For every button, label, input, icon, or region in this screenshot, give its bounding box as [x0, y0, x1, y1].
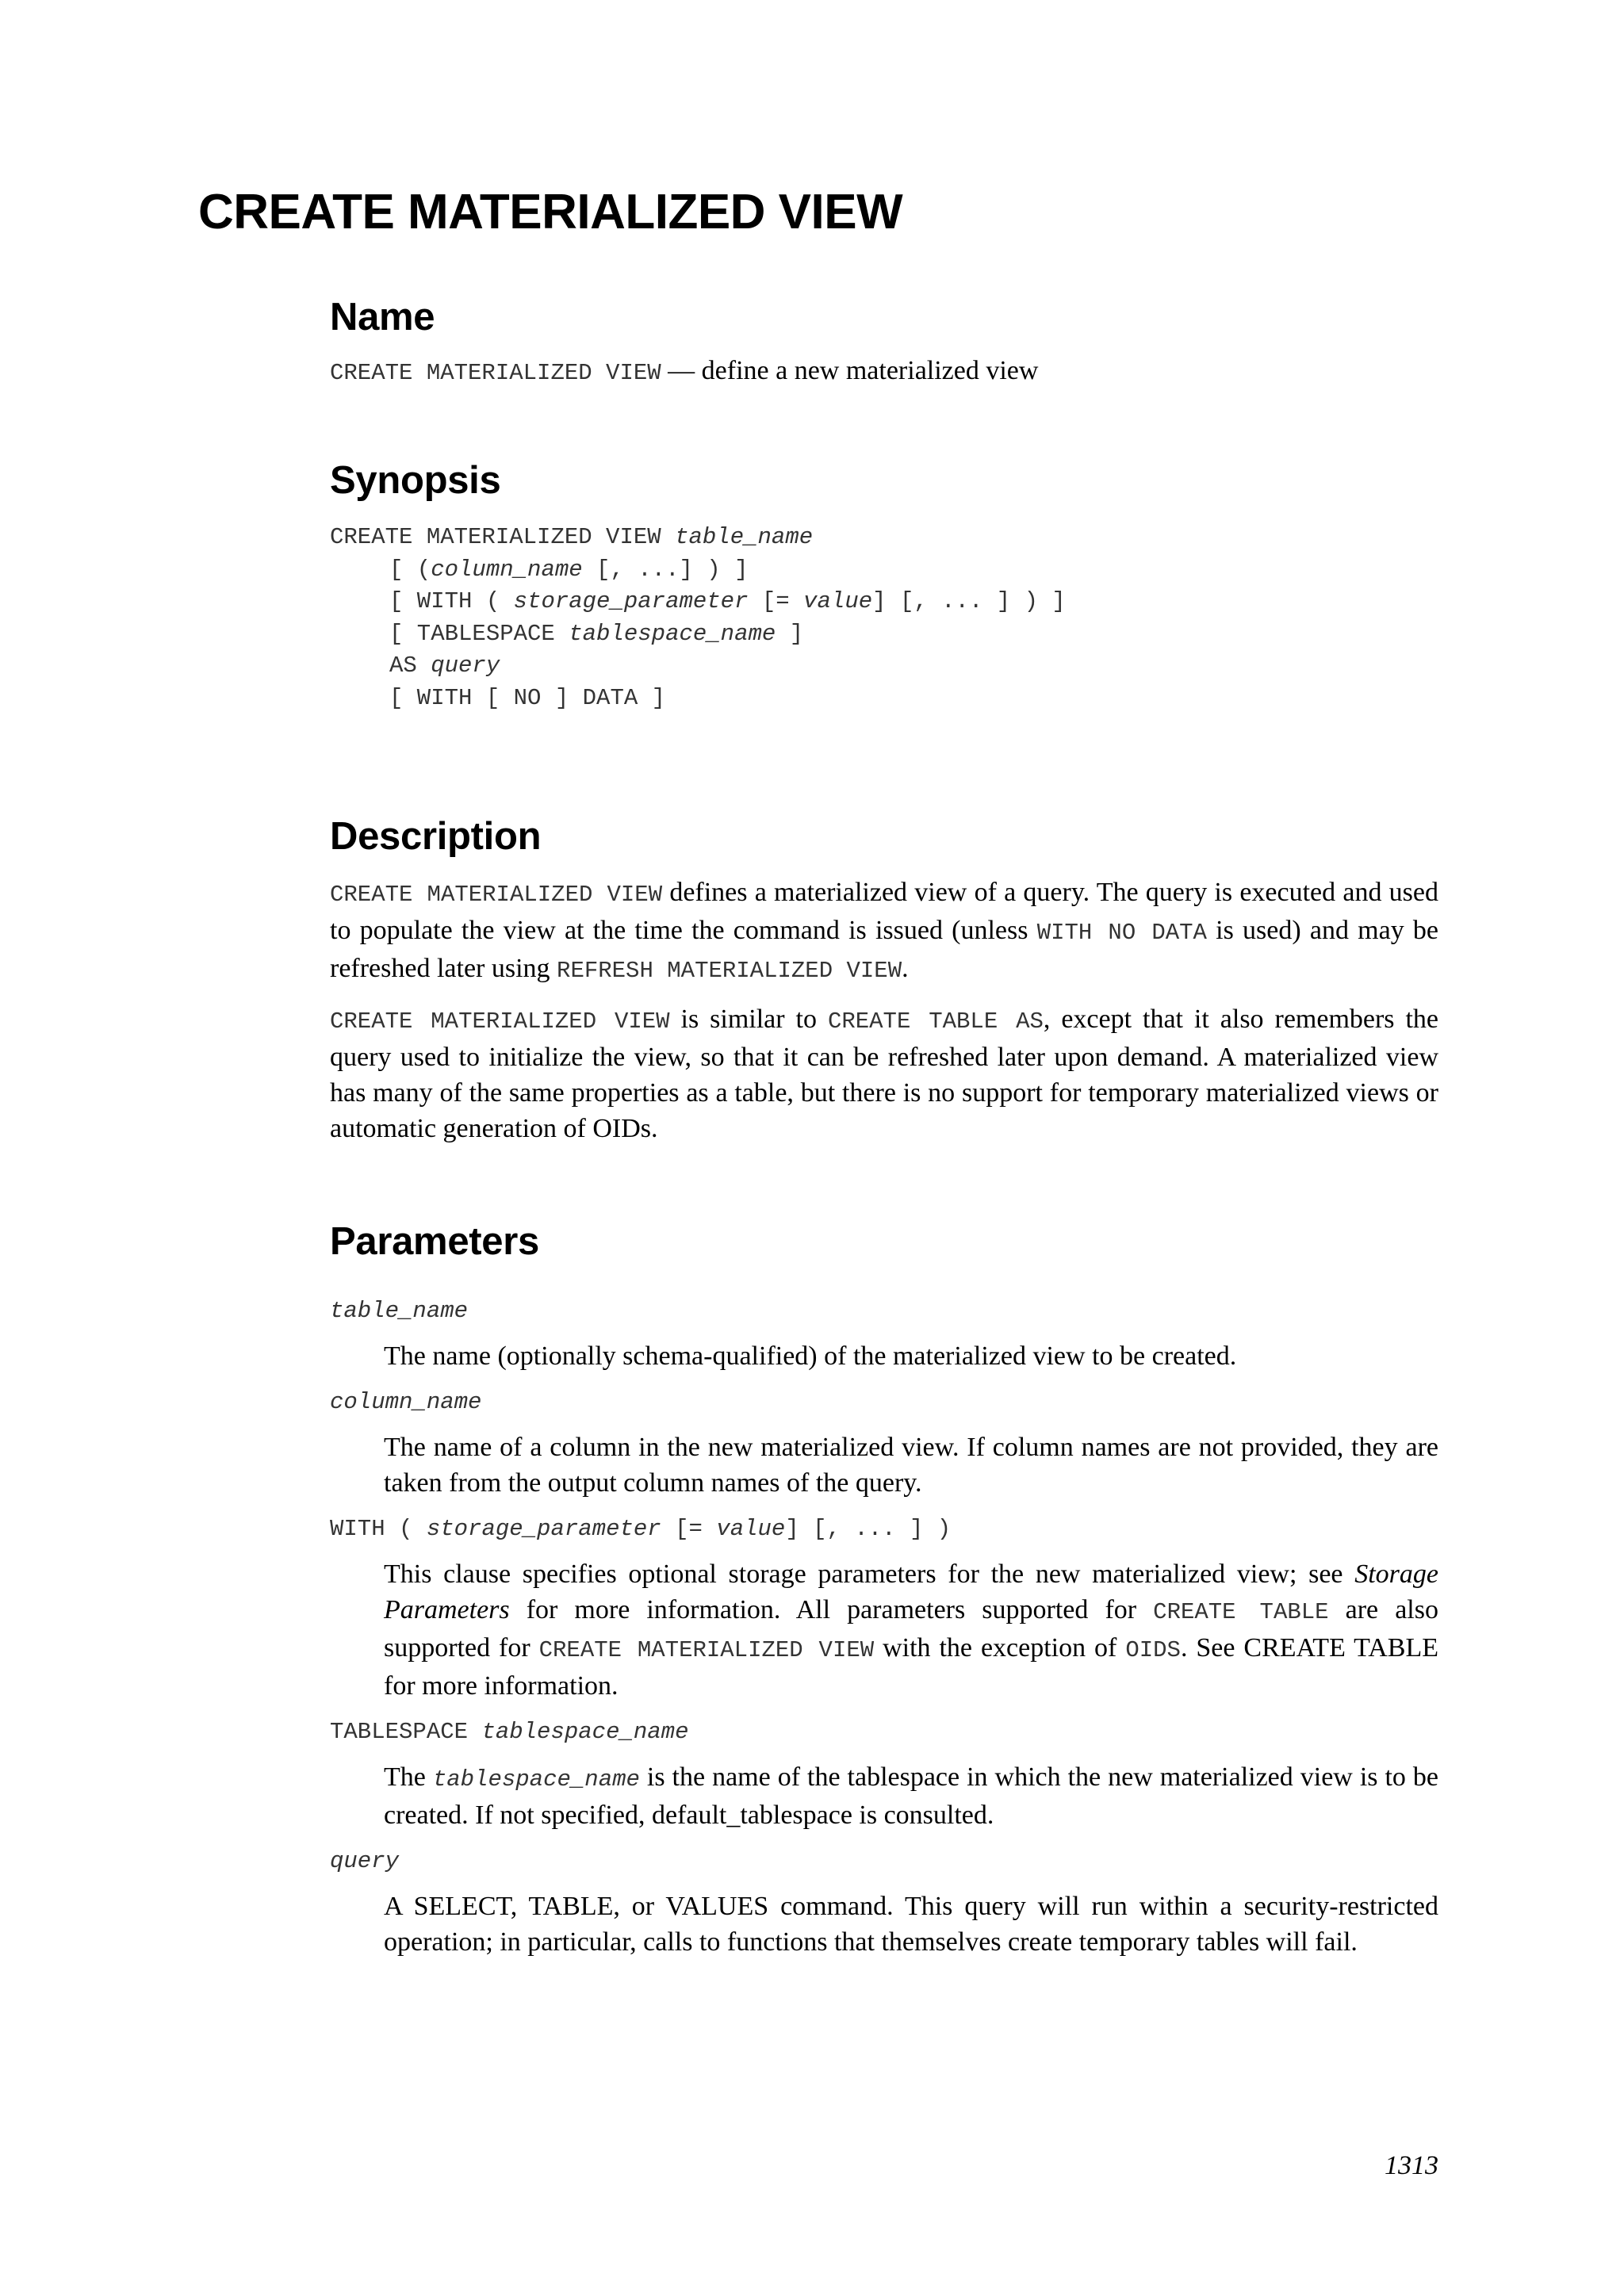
description-paragraph-2: CREATE MATERIALIZED VIEW is similar to CREATE TABLE AS, except that it also remembers the query used to initialize the view, so that it can be refreshed later upon demand. A materialized view has many of the same properties as a table, but there is no support for temporary materialized views or automatic generation of OIDs.: [330, 1004, 1439, 1143]
parameters-heading: Parameters: [330, 1220, 539, 1263]
param-term-tablespace: TABLESPACE tablespace_name: [330, 1719, 689, 1745]
param-def-with: This clause specifies optional storage parameters for the new materialized view; see Storage Parameters for more information. All parameters supported for CREATE TABLE are also supported for CREATE MATERIALIZED VIEW with the exception of OIDS. See CREATE TABLE for more information.: [384, 1559, 1438, 1701]
name-heading: Name: [330, 296, 435, 339]
synopsis-line-4: [ TABLESPACE tablespace_name ]: [389, 620, 804, 647]
synopsis-code: [330, 522, 1438, 714]
name-line: [330, 353, 1438, 391]
parameters-section: [330, 1218, 1438, 1960]
name-command: CREATE MATERIALIZED VIEW: [330, 360, 661, 386]
name-section: [330, 293, 1438, 391]
synopsis-line-2: [ (column_name [, ...] ) ]: [389, 556, 749, 583]
param-term-query: query: [330, 1848, 400, 1874]
synopsis-line-1: CREATE MATERIALIZED VIEW table_name: [330, 524, 814, 550]
synopsis-section: [330, 457, 1438, 714]
page-number: 1313: [1385, 2151, 1438, 2180]
synopsis-line-3: [ WITH ( storage_parameter [= value] [, ... ] ) ]: [389, 588, 1066, 614]
param-term-table-name: table_name: [330, 1298, 469, 1324]
page-title: CREATE MATERIALIZED VIEW: [198, 185, 903, 239]
synopsis-line-6: [ WITH [ NO ] DATA ]: [389, 684, 666, 711]
param-term-with: WITH ( storage_parameter [= value] [, ... ] ): [330, 1516, 952, 1542]
param-def-query: A SELECT, TABLE, or VALUES command. This query will run within a security-restricted operation; in particular, calls to functions that themselves create temporary tables will fail.: [384, 1892, 1438, 1957]
description-paragraph-1: CREATE MATERIALIZED VIEW defines a materialized view of a query. The query is executed and used to populate the view at the time the command is issued (unless WITH NO DATA is used) and may be refreshed later using REFRESH MATERIALIZED VIEW.: [330, 878, 1439, 984]
synopsis-line-5: AS query: [389, 652, 500, 679]
param-def-tablespace: The tablespace_name is the name of the tablespace in which the new materialized view is to be created. If not specified, default_tablespace is consulted.: [384, 1762, 1439, 1830]
storage-parameters-link: Storage Parameters: [384, 1559, 1438, 1624]
param-def-column-name: The name of a column in the new materialized view. If column names are not provided, they are taken from the output column names of the query.: [384, 1433, 1438, 1498]
name-summary: — define a new materialized view: [668, 356, 1039, 385]
param-term-column-name: column_name: [330, 1389, 482, 1415]
description-section: [330, 813, 1438, 1146]
description-heading: Description: [330, 815, 542, 858]
param-def-table-name: The name (optionally schema-qualified) of the materialized view to be created.: [384, 1341, 1237, 1371]
synopsis-heading: Synopsis: [330, 459, 501, 502]
